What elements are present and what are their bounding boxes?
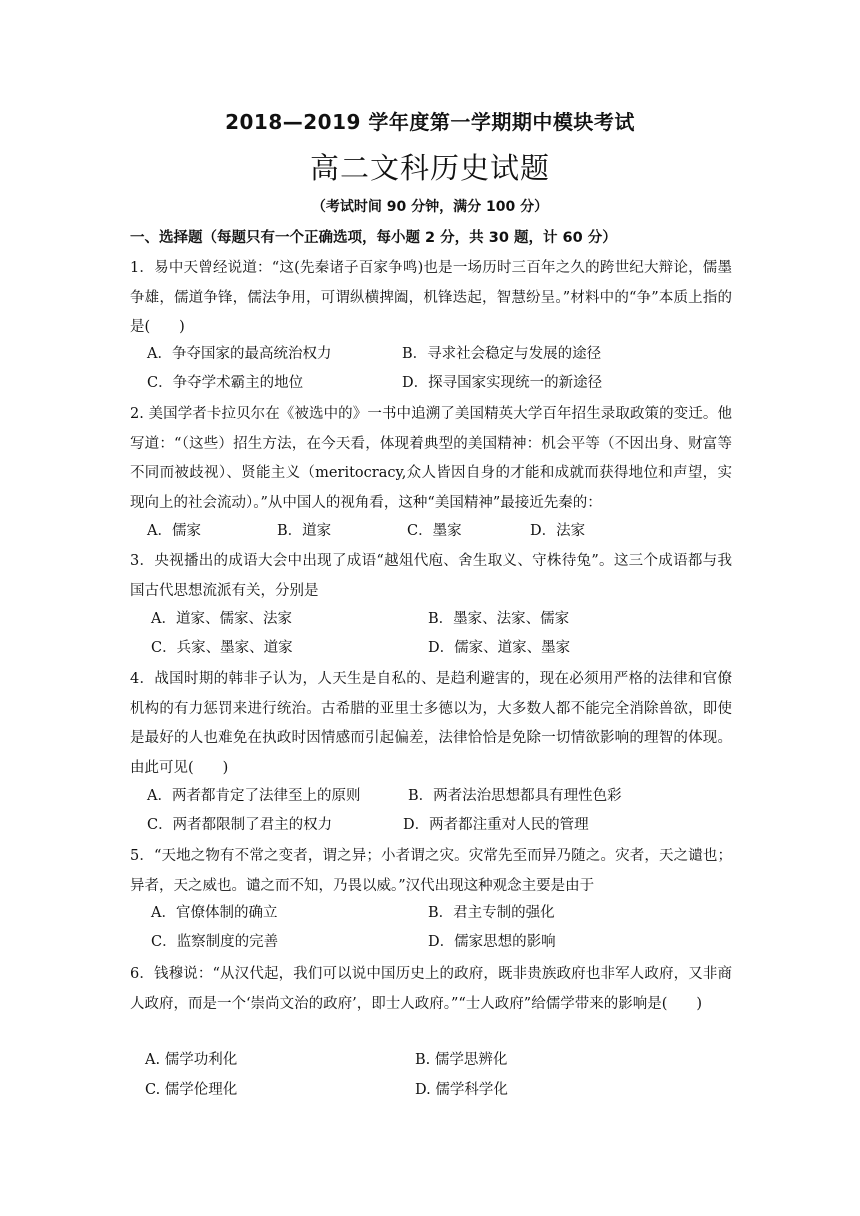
question-6-option-b: B. 儒学思辨化 [415,1052,508,1068]
question-2-stem: 2. 美国学者卡拉贝尔在《被选中的》一书中追溯了美国精英大学百年招生录取政策的变迁。他写道：“（这些）招生方法，在今天看，体现着典型的美国精神：机会平等（不因出身、财富等不同而被歧视）、贤能主义（meritocracy,众人皆因自身的才能和成就而获得地位和声望，实现向上的社会流动）。”从中国人的视角看，这种“美国精神”最接近先秦的： [130,406,732,511]
question-2-option-d: D．法家 [530,523,586,539]
exam-subject-title: 高二文科历史试题 [309,151,550,185]
question-1-option-b: B．寻求社会稳定与发展的途径 [402,346,602,362]
question-3-option-c: C．兵家、墨家、道家 [151,640,293,656]
question-5-option-c: C．监察制度的完善 [151,934,279,950]
question-2-option-a: A．儒家 [147,523,201,539]
question-1-stem: 1．易中天曾经说道：“这(先秦诸子百家争鸣)也是一场历时三百年之久的跨世纪大辩论，儒墨争雄，儒道争锋，儒法争用，可谓纵横捭阖，机锋迭起，智慧纷呈。”材料中的“争”本质上指的是( ) [130,260,732,335]
question-6-option-a: A. 儒学功利化 [145,1052,238,1068]
question-6-option-c: C. 儒学伦理化 [145,1082,238,1098]
question-2-option-c: C．墨家 [407,523,462,539]
question-4-option-c: C．两者都限制了君主的权力 [147,817,333,833]
question-1-option-c: C．争夺学术霸主的地位 [147,375,304,391]
exam-info: （考试时间 90 分钟，满分 100 分） [311,199,549,215]
question-6-option-d: D. 儒学科学化 [415,1082,508,1098]
question-5-option-b: B．君主专制的强化 [428,905,555,921]
question-3-option-b: B．墨家、法家、儒家 [428,611,570,627]
question-1-option-d: D．探寻国家实现统一的新途径 [402,375,603,391]
question-5-stem: 5．“天地之物有不常之变者，谓之异；小者谓之灾。灾常先至而异乃随之。灾者，天之谴也；异者，天之威也。谴之而不知，乃畏以威。”汉代出现这种观念主要是由于 [130,848,732,894]
question-4-option-a: A．两者都肯定了法律至上的原则 [147,788,361,804]
question-2-option-b: B．道家 [277,523,332,539]
section-heading: 一、选择题（每题只有一个正确选项，每小题 2 分，共 30 题，计 60 分） [130,230,617,246]
question-1-option-a: A．争夺国家的最高统治权力 [147,346,332,362]
question-4-option-d: D．两者都注重对人民的管理 [403,817,589,833]
question-4-stem: 4．战国时期的韩非子认为，人天生是自私的、是趋利避害的，现在必须用严格的法律和官僚机构的有力惩罚来进行统治。古希腊的亚里士多德以为，大多数人都不能完全消除兽欲，即使是最好的人也难免在执政时因情感而引起偏差，法律恰恰是免除一切情欲影响的理智的体现。由此可见( ) [130,671,732,776]
question-5-option-a: A．官僚体制的确立 [151,905,278,921]
question-6-stem: 6．钱穆说：“从汉代起，我们可以说中国历史上的政府，既非贵族政府也非军人政府，又非商人政府，而是一个‘崇尚文治的政府’，即士人政府。”“士人政府”给儒学带来的影响是( ) [130,966,732,1012]
exam-title: 2018—2019 学年度第一学期期中模块考试 [225,110,635,134]
question-3-stem: 3．央视播出的成语大会中出现了成语“越俎代庖、舍生取义、守株待兔”。这三个成语都与我国古代思想流派有关，分别是 [130,553,732,599]
question-3-option-d: D．儒家、道家、墨家 [428,640,571,656]
question-4-option-b: B．两者法治思想都具有理性色彩 [408,788,622,804]
question-3-option-a: A．道家、儒家、法家 [151,611,292,627]
question-5-option-d: D．儒家思想的影响 [428,934,556,950]
